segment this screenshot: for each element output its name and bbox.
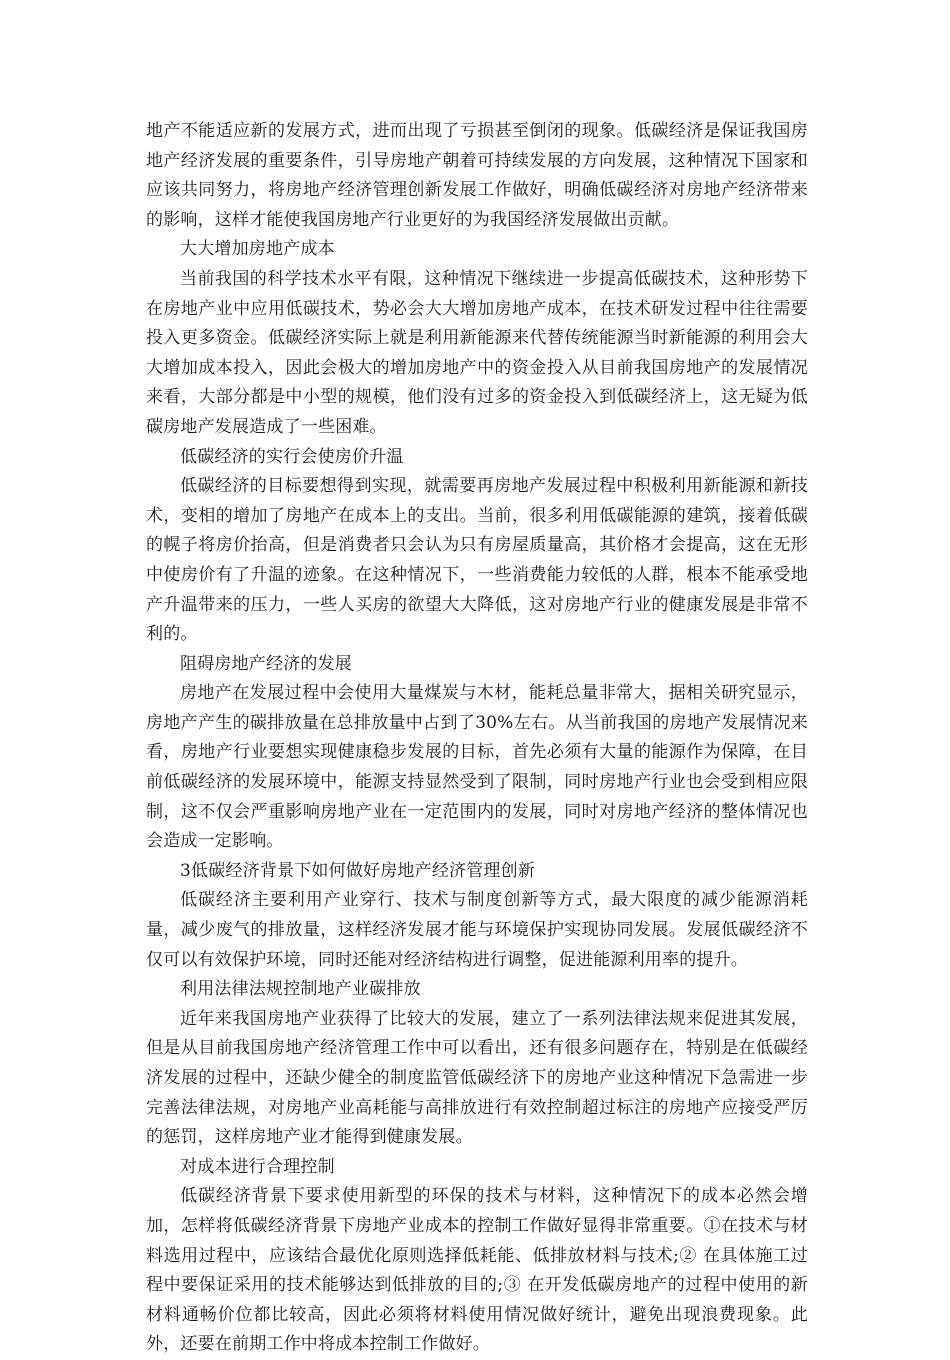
paragraph: 低碳经济背景下要求使用新型的环保的技术与材料，这种情况下的成本必然会增加，怎样将低碳经济背景下房地产业成本的控制工作做好显得非常重要。①在技术与材料选用过程中，应该结合最优化原则选择低耗能、低排放材料与技术;② 在具体施工过程中要保证采用的技术能够达到低排放的目的;③ 在开发低碳房地产的过程中使用的新材料通畅价位都比较高，因此必须将材料使用情况做好统计，避免出现浪费现象。此外，还要在前期工作中将成本控制工作做好。 xyxy=(146,1186,808,1355)
section-heading: 低碳经济的实行会使房价升温 xyxy=(180,446,404,467)
paragraph: 当前我国的科学技术水平有限，这种情况下继续进一步提高低碳技术，这种形势下在房地产业中应用低碳技术，势必会大大增加房地产成本，在技术研发过程中往往需要投入更多资金。低碳经济实际上就是利用新能源来代替传统能源当时新能源的利用会大大增加成本投入，因此会极大的增加房地产中的资金投入从目前我国房地产的发展情况来看，大部分都是中小型的规模，他们没有过多的资金投入到低碳经济上，这无疑为低碳房地产发展造成了一些困难。 xyxy=(146,268,808,437)
paragraph: 近年来我国房地产业获得了比较大的发展，建立了一系列法律法规来促进其发展，但是从目前我国房地产经济管理工作中可以看出，还有很多问题存在，特别是在低碳经济发展的过程中，还缺少健全的制度监管低碳经济下的房地产业这种情况下急需进一步完善法律法规，对房地产业高耗能与高排放进行有效控制超过标注的房地产应接受严厉的惩罚，这样房地产业才能得到健康发展。 xyxy=(146,1008,808,1148)
paragraph: 房地产在发展过程中会使用大量煤炭与木材，能耗总量非常大，据相关研究显示，房地产产生的碳排放量在总排放量中占到了30%左右。从当前我国的房地产发展情况来看，房地产行业要想实现健康稳步发展的目标，首先必须有大量的能源作为保障，在目前低碳经济的发展环境中，能源支持显然受到了限制，同时房地产行业也会受到相应限制，这不仅会严重影响房地产业在一定范围内的发展，同时对房地产经济的整体情况也会造成一定影响。 xyxy=(146,683,808,852)
paragraph: 地产不能适应新的发展方式，进而出现了亏损甚至倒闭的现象。低碳经济是保证我国房地产经济发展的重要条件，引导房地产朝着可持续发展的方向发展，这种情况下国家和应该共同努力，将房地产经济管理创新发展工作做好，明确低碳经济对房地产经济带来的影响，这样才能使我国房地产行业更好的为我国经济发展做出贡献。 xyxy=(146,121,808,230)
section-heading: 大大增加房地产成本 xyxy=(180,239,335,260)
section-heading: 对成本进行合理控制 xyxy=(180,1156,335,1177)
section-heading: 3低碳经济背景下如何做好房地产经济管理创新 xyxy=(180,860,536,881)
section-heading: 利用法律法规控制地产业碳排放 xyxy=(180,979,421,1000)
paragraph: 低碳经济的目标要想得到实现，就需要再房地产发展过程中积极利用新能源和新技术，变相的增加了房地产在成本上的支出。当前，很多利用低碳能源的建筑，接着低碳的幌子将房价抬高，但是消费者只会认为只有房屋质量高，其价格才会提高，这在无形中使房价有了升温的迹象。在这种情况下，一些消费能力较低的人群，根本不能承受地产升温带来的压力，一些人买房的欲望大大降低，这对房地产行业的健康发展是非常不利的。 xyxy=(146,476,808,645)
section-heading: 阻碍房地产经济的发展 xyxy=(180,653,352,674)
document-page xyxy=(146,117,808,1360)
paragraph: 低碳经济主要利用产业穿行、技术与制度创新等方式，最大限度的减少能源消耗量，减少废气的排放量，这样经济发展才能与环境保护实现协同发展。发展低碳经济不仅可以有效保护环境，同时还能对经济结构进行调整，促进能源利用率的提升。 xyxy=(146,890,808,970)
